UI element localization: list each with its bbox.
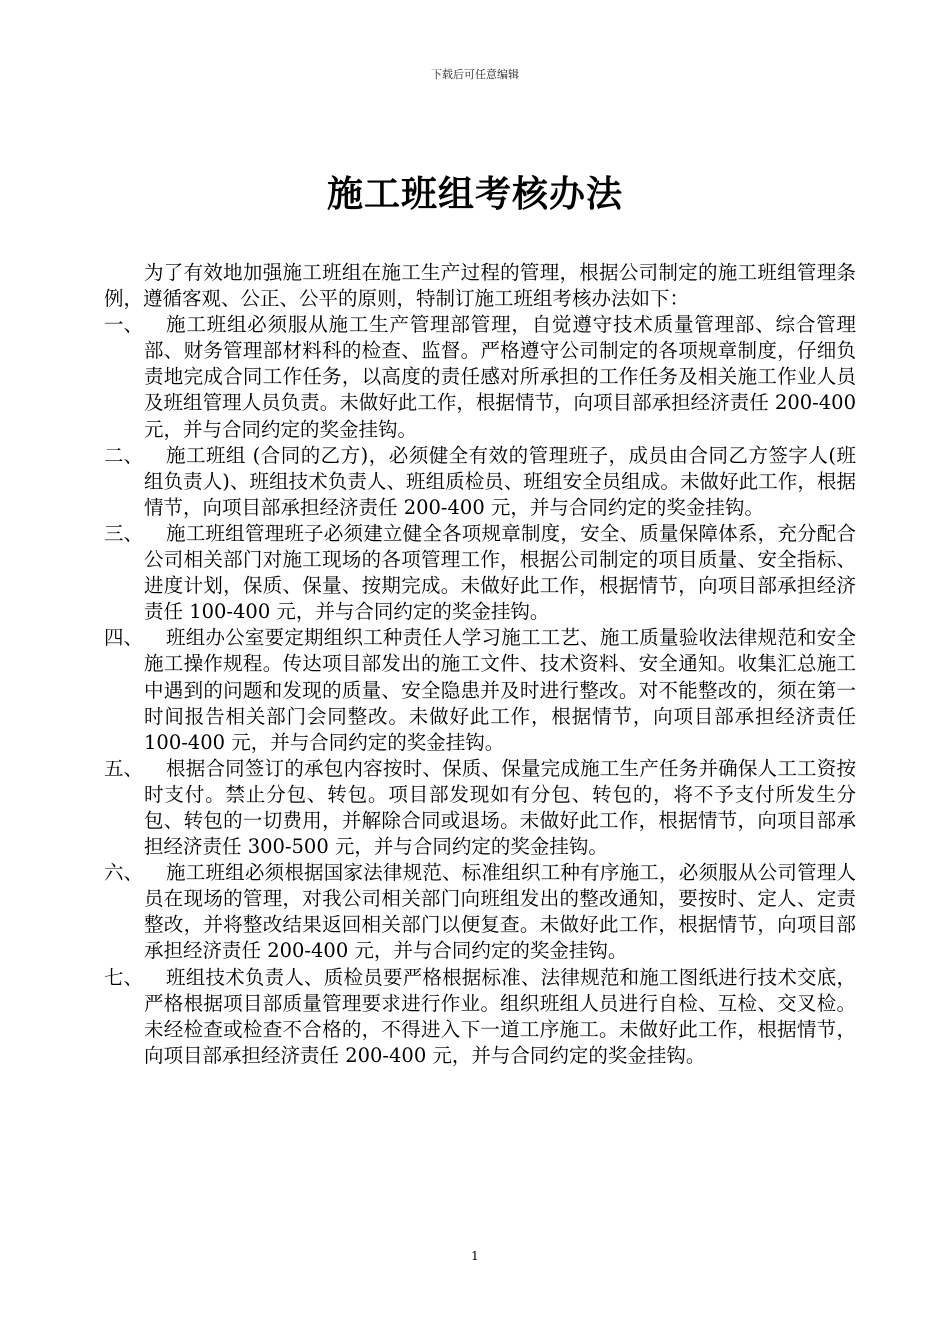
clause-text: 班组技术负责人、质检员要严格根据标准、法律规范和施工图纸进行技术交底，严格根据项目部质量管理要求进行作业。组织班组人员进行自检、互检、交叉检。未经检查或检查不合格的，不得进入下一道工序施工。未做好此工作，根据情节，向项目部承担经济责任 200-400 元，并与合同约定的奖金挂钩。 [144,965,856,1067]
header-note: 下载后可任意编辑 [431,68,519,81]
clause-text: 施工班组 (合同的乙方)，必须健全有效的管理班子，成员由合同乙方签字人(班组负责人)、班组技术负责人、班组质检员、班组安全员组成。未做好此工作，根据情节，向项目部承担经济责任 200-400 元，并与合同约定的奖金挂钩。 [144,443,856,519]
clause-number: 二、 [104,443,144,467]
clause-7 [104,965,856,1069]
clause-6 [104,860,856,964]
clause-2 [104,443,856,521]
clause-number: 四、 [104,626,144,650]
clause-text: 施工班组必须根据国家法律规范、标准组织工种有序施工，必须服从公司管理人员在现场的管理，对我公司相关部门向班组发出的整改通知，要按时、定人、定责整改，并将整改结果返回相关部门以便复查。未做好此工作，根据情节，向项目部承担经济责任 200-400 元，并与合同约定的奖金挂钩。 [144,861,856,963]
clause-text: 施工班组管理班子必须建立健全各项规章制度，安全、质量保障体系，充分配合公司相关部门对施工现场的各项管理工作，根据公司制定的项目质量、安全指标、进度计划，保质、保量、按期完成。未做好此工作，根据情节，向项目部承担经济责任 100-400 元，并与合同约定的奖金挂钩。 [144,521,856,624]
clause-number: 六、 [104,861,144,885]
clause-text: 根据合同签订的承包内容按时、保质、保量完成施工生产任务并确保人工工资按时支付。禁止分包、转包。项目部发现如有分包、转包的，将不予支付所发生分包、转包的一切费用，并解除合同或退场。未做好此工作，根据情节，向项目部承担经济责任 300-500 元，并与合同约定的奖金挂钩。 [144,756,856,859]
document-title: 施工班组考核办法 [326,173,623,215]
clause-3 [104,521,856,625]
intro-paragraph: 为了有效地加强施工班组在施工生产过程的管理，根据公司制定的施工班组管理条例，遵循客观、公正、公平的原则，特制订施工班组考核办法如下： [104,261,856,311]
clause-5 [104,756,856,860]
document-body [104,260,856,1069]
page-number: 1 [471,1249,479,1263]
clause-1 [104,312,856,442]
clause-number: 一、 [104,313,144,337]
clause-text: 班组办公室要定期组织工种责任人学习施工工艺、施工质量验收法律规范和安全施工操作规程。传达项目部发出的施工文件、技术资料、安全通知。收集汇总施工中遇到的问题和发现的质量、安全隐患并及时进行整改。对不能整改的，须在第一时间报告相关部门会同整改。未做好此工作，根据情节，向项目部承担经济责任 100-400 元，并与合同约定的奖金挂钩。 [144,626,856,754]
clause-4 [104,625,856,755]
clause-number: 三、 [104,521,144,545]
clause-number: 七、 [104,965,144,989]
clause-number: 五、 [104,756,144,780]
clause-text: 施工班组必须服从施工生产管理部管理，自觉遵守技术质量管理部、综合管理部、财务管理部材料科的检查、监督。严格遵守公司制定的各项规章制度，仔细负责地完成合同工作任务，以高度的责任感对所承担的工作任务及相关施工作业人员及班组管理人员负责。未做好此工作，根据情节，向项目部承担经济责任 200-400 元，并与合同约定的奖金挂钩。 [144,313,856,441]
